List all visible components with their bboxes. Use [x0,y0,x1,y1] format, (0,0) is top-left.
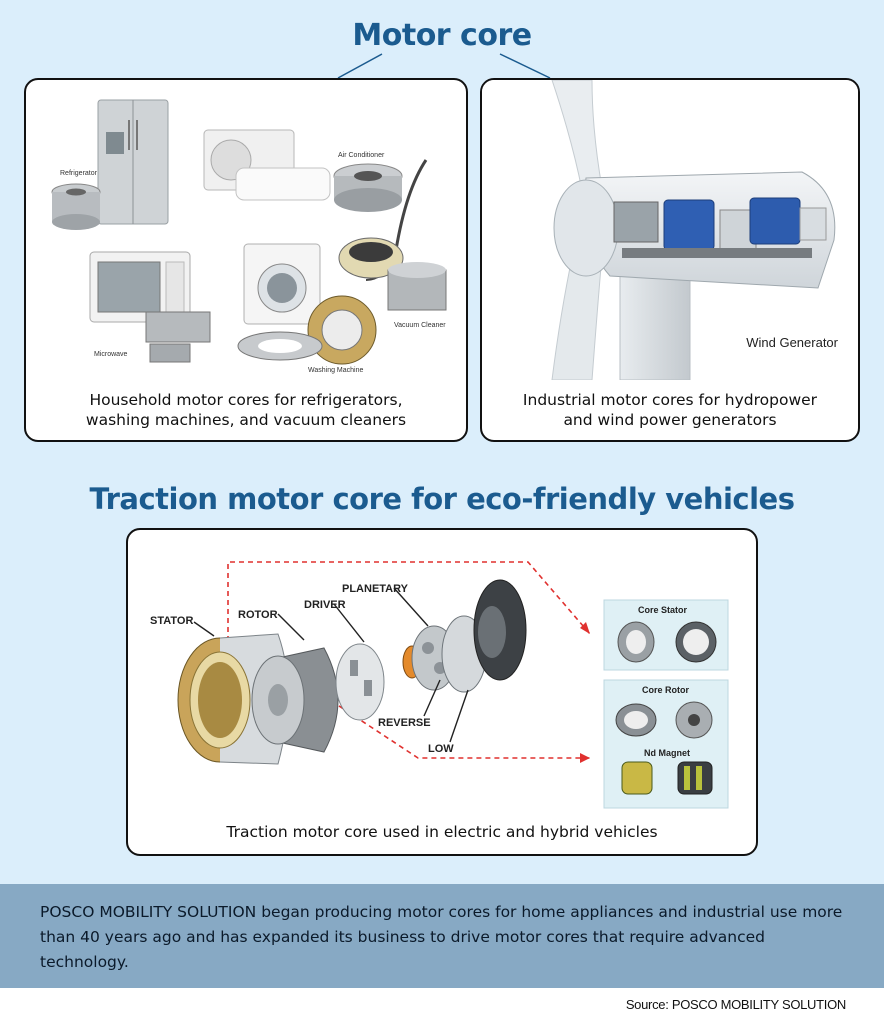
washing-machine-image [244,244,320,324]
core-rotor-label: Core Rotor [642,685,689,695]
microwave-label: Microwave [94,351,128,358]
vacuum-cleaner-core [388,262,446,310]
household-card [24,78,468,442]
traction-caption: Traction motor core used in electric and hybrid vehicles [226,823,658,841]
core-stator-label: Core Stator [638,605,688,615]
low-label: LOW [428,743,454,755]
stator-label: STATOR [150,615,194,627]
source-credit: Source: POSCO MOBILITY SOLUTION [625,997,846,1012]
industrial-caption-line1: Industrial motor cores for hydropower [522,391,818,409]
refrigerator-label: Refrigerator [60,170,97,177]
refrigerator-core [52,184,100,230]
air-conditioner-core [334,164,402,212]
summary-text: POSCO MOBILITY SOLUTION began producing motor cores for home appliances and industrial use more than 40 years ago and has expanded its business to drive motor cores that require advanced technology. [40,903,843,971]
wind-generator-label: Wind Generator [746,335,838,350]
washing-machine-label: Washing Machine [308,367,364,374]
household-caption-line2: washing machines, and vacuum cleaners [85,411,407,429]
nd-magnet-label: Nd Magnet [644,748,690,758]
microwave-core [146,312,210,362]
household-caption-line1: Household motor cores for refrigerators, [89,391,403,409]
motor-core-title: Motor core [352,18,532,53]
industrial-card [480,78,860,442]
summary-band [0,884,884,988]
refrigerator-image [98,100,168,224]
air-conditioner-label: Air Conditioner [338,152,385,159]
planetary-label: PLANETARY [342,583,408,595]
air-conditioner-image [204,130,330,200]
traction-labels-layer [128,530,756,820]
traction-title: Traction motor core for eco-friendly vehicles [89,482,795,516]
rotor-label: ROTOR [238,609,278,621]
household-appliances-illustration [26,80,466,380]
driver-label: DRIVER [304,599,346,611]
industrial-caption-line2: and wind power generators [563,411,777,429]
traction-card [126,528,758,856]
reverse-label: REVERSE [378,717,431,729]
vacuum-cleaner-label: Vacuum Cleaner [394,322,446,329]
